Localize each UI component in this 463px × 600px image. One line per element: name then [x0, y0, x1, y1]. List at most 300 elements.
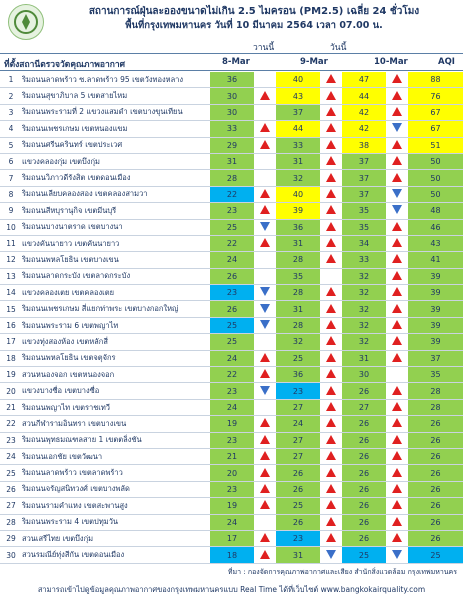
arrow-down-icon: [392, 189, 402, 198]
trend-arrow-10-mar: [386, 530, 408, 546]
trend-arrow-9-mar: [320, 399, 342, 415]
value-9-mar: 39: [276, 203, 320, 219]
value-10-mar: 38: [342, 137, 386, 153]
value-9-mar: 36: [276, 367, 320, 383]
station-number: 3: [0, 104, 22, 120]
station-number: 11: [0, 235, 22, 251]
value-10-mar: 35: [342, 219, 386, 235]
arrow-up-icon: [392, 304, 402, 313]
arrow-up-icon: [392, 533, 402, 542]
value-9-mar: 40: [276, 186, 320, 202]
value-8-mar: 21: [210, 448, 254, 464]
arrow-down-icon: [260, 320, 270, 329]
trend-arrow-8-mar: [254, 481, 276, 497]
trend-arrow-8-mar: [254, 186, 276, 202]
table-row: [0, 285, 463, 301]
arrow-up-icon: [326, 156, 336, 165]
trend-arrow-9-mar: [320, 153, 342, 169]
table-row: [0, 334, 463, 350]
station-number: 21: [0, 399, 22, 415]
trend-arrow-9-mar: [320, 235, 342, 251]
value-8-mar: 23: [210, 383, 254, 399]
trend-arrow-10-mar: [386, 252, 408, 268]
station-number: 28: [0, 514, 22, 530]
value-9-mar: 23: [276, 383, 320, 399]
trend-arrow-8-mar: [254, 104, 276, 120]
col-8-mar: 8-Mar: [222, 57, 250, 67]
aqi-value: 39: [408, 334, 463, 350]
trend-arrow-8-mar: [254, 448, 276, 464]
table-row: [0, 383, 463, 399]
trend-arrow-10-mar: [386, 186, 408, 202]
value-10-mar: 26: [342, 481, 386, 497]
today-label: วันนี้: [330, 43, 347, 53]
arrow-up-icon: [326, 287, 336, 296]
trend-arrow-10-mar: [386, 301, 408, 317]
aqi-value: 26: [408, 416, 463, 432]
value-8-mar: 25: [210, 334, 254, 350]
station-name: ริมถนนเพชรเกษม เขตหนองแขม: [22, 121, 210, 137]
value-9-mar: 28: [276, 252, 320, 268]
table-row: [0, 432, 463, 448]
table-row: [0, 88, 463, 104]
value-9-mar: 26: [276, 481, 320, 497]
trend-arrow-10-mar: [386, 203, 408, 219]
value-9-mar: 23: [276, 530, 320, 546]
trend-arrow-8-mar: [254, 416, 276, 432]
arrow-up-icon: [326, 451, 336, 460]
value-10-mar: 42: [342, 104, 386, 120]
trend-arrow-8-mar: [254, 367, 276, 383]
station-name: ริมถนนสีหบุรานุกิจ เขตมีนบุรี: [22, 203, 210, 219]
bma-logo-icon: [8, 4, 44, 40]
table-row: [0, 72, 463, 88]
station-name: ริมถนนพระราม 6 เขตพญาไท: [22, 317, 210, 333]
station-name: สวนเสรีไทย เขตบึงกุ่ม: [22, 530, 210, 546]
table-row: [0, 416, 463, 432]
arrow-up-icon: [260, 369, 270, 378]
trend-arrow-8-mar: [254, 334, 276, 350]
arrow-up-icon: [326, 320, 336, 329]
aqi-value: 26: [408, 481, 463, 497]
table-row: [0, 350, 463, 366]
trend-arrow-10-mar: [386, 416, 408, 432]
col-10-mar: 10-Mar: [374, 57, 408, 67]
arrow-up-icon: [326, 418, 336, 427]
station-name: แขวงทุ่งสองห้อง เขตหลักสี่: [22, 334, 210, 350]
value-9-mar: 27: [276, 399, 320, 415]
value-8-mar: 24: [210, 514, 254, 530]
arrow-up-icon: [326, 517, 336, 526]
col-aqi: AQI: [438, 57, 455, 67]
value-10-mar: 25: [342, 547, 386, 563]
arrow-up-icon: [260, 451, 270, 460]
arrow-up-icon: [326, 304, 336, 313]
value-8-mar: 23: [210, 481, 254, 497]
trend-arrow-9-mar: [320, 186, 342, 202]
trend-arrow-9-mar: [320, 432, 342, 448]
trend-arrow-8-mar: [254, 383, 276, 399]
value-8-mar: 36: [210, 72, 254, 88]
value-9-mar: 26: [276, 465, 320, 481]
table-row: [0, 514, 463, 530]
trend-arrow-8-mar: [254, 235, 276, 251]
station-number: 1: [0, 72, 22, 88]
table-row: [0, 104, 463, 120]
trend-arrow-9-mar: [320, 416, 342, 432]
table-row: [0, 530, 463, 546]
station-name: ริมถนนรามคำแหง เขตสะพานสูง: [22, 498, 210, 514]
station-name: ริมถนนจรัญสนิทวงศ์ เขตบางพลัด: [22, 481, 210, 497]
station-name: ริมถนนพหลโยธิน เขตบางเขน: [22, 252, 210, 268]
trend-arrow-8-mar: [254, 268, 276, 284]
value-9-mar: 32: [276, 170, 320, 186]
value-8-mar: 25: [210, 219, 254, 235]
arrow-up-icon: [326, 140, 336, 149]
aqi-value: 43: [408, 235, 463, 251]
arrow-up-icon: [392, 435, 402, 444]
trend-arrow-10-mar: [386, 514, 408, 530]
trend-arrow-10-mar: [386, 170, 408, 186]
arrow-down-icon: [260, 386, 270, 395]
arrow-up-icon: [326, 254, 336, 263]
station-name: ริมถนนพระราม 4 เขตปทุมวัน: [22, 514, 210, 530]
trend-arrow-9-mar: [320, 252, 342, 268]
table-row: [0, 465, 463, 481]
value-9-mar: 36: [276, 219, 320, 235]
station-number: 6: [0, 153, 22, 169]
station-number: 5: [0, 137, 22, 153]
table-row: [0, 498, 463, 514]
trend-arrow-10-mar: [386, 285, 408, 301]
trend-arrow-8-mar: [254, 514, 276, 530]
trend-arrow-9-mar: [320, 481, 342, 497]
value-10-mar: 34: [342, 235, 386, 251]
col-station: ที่ตั้งสถานีตรวจวัดคุณภาพอากาศ: [4, 60, 126, 70]
station-name: สวนรมณีย์ทุ่งสีกัน เขตดอนเมือง: [22, 547, 210, 563]
trend-arrow-10-mar: [386, 350, 408, 366]
aqi-value: 28: [408, 383, 463, 399]
arrow-up-icon: [260, 238, 270, 247]
table-row: [0, 367, 463, 383]
trend-arrow-10-mar: [386, 432, 408, 448]
trend-arrow-10-mar: [386, 153, 408, 169]
station-number: 25: [0, 465, 22, 481]
value-9-mar: 43: [276, 88, 320, 104]
value-10-mar: 26: [342, 383, 386, 399]
trend-arrow-10-mar: [386, 448, 408, 464]
arrow-up-icon: [392, 386, 402, 395]
trend-arrow-8-mar: [254, 317, 276, 333]
value-8-mar: 31: [210, 153, 254, 169]
trend-arrow-10-mar: [386, 481, 408, 497]
value-9-mar: 25: [276, 498, 320, 514]
trend-arrow-10-mar: [386, 334, 408, 350]
arrow-up-icon: [392, 156, 402, 165]
value-8-mar: 26: [210, 268, 254, 284]
aqi-value: 50: [408, 170, 463, 186]
value-10-mar: 32: [342, 334, 386, 350]
trend-arrow-9-mar: [320, 285, 342, 301]
value-10-mar: 26: [342, 530, 386, 546]
value-8-mar: 23: [210, 203, 254, 219]
station-number: 22: [0, 416, 22, 432]
trend-arrow-8-mar: [254, 285, 276, 301]
arrow-up-icon: [392, 500, 402, 509]
station-name: แขวงคลองเตย เขตคลองเตย: [22, 285, 210, 301]
value-9-mar: 27: [276, 448, 320, 464]
station-number: 7: [0, 170, 22, 186]
trend-arrow-9-mar: [320, 465, 342, 481]
arrow-up-icon: [392, 517, 402, 526]
station-number: 27: [0, 498, 22, 514]
table-row: [0, 170, 463, 186]
trend-arrow-10-mar: [386, 72, 408, 88]
arrow-up-icon: [326, 222, 336, 231]
aqi-value: 26: [408, 498, 463, 514]
value-8-mar: 17: [210, 530, 254, 546]
value-8-mar: 29: [210, 137, 254, 153]
trend-arrow-8-mar: [254, 465, 276, 481]
value-10-mar: 26: [342, 432, 386, 448]
value-9-mar: 28: [276, 285, 320, 301]
station-name: แขวงคันนายาว เขตคันนายาว: [22, 235, 210, 251]
value-9-mar: 31: [276, 547, 320, 563]
table-row: [0, 481, 463, 497]
value-8-mar: 28: [210, 170, 254, 186]
station-name: ริมถนนวิภาวดีรังสิต เขตดอนเมือง: [22, 170, 210, 186]
arrow-up-icon: [326, 402, 336, 411]
table-row: [0, 137, 463, 153]
arrow-up-icon: [392, 107, 402, 116]
value-10-mar: 26: [342, 448, 386, 464]
arrow-up-icon: [392, 222, 402, 231]
station-name: แขวงคลองกุ่ม เขตบึงกุ่ม: [22, 153, 210, 169]
value-10-mar: 26: [342, 514, 386, 530]
station-number: 19: [0, 367, 22, 383]
trend-arrow-8-mar: [254, 301, 276, 317]
value-9-mar: 26: [276, 514, 320, 530]
trend-arrow-8-mar: [254, 219, 276, 235]
arrow-up-icon: [392, 238, 402, 247]
arrow-up-icon: [392, 254, 402, 263]
trend-arrow-10-mar: [386, 383, 408, 399]
value-8-mar: 30: [210, 104, 254, 120]
station-name: ริมถนนเลียบคลองสอง เขตคลองสามวา: [22, 186, 210, 202]
trend-arrow-10-mar: [386, 104, 408, 120]
value-10-mar: 31: [342, 350, 386, 366]
station-number: 9: [0, 203, 22, 219]
aqi-value: 26: [408, 448, 463, 464]
trend-arrow-9-mar: [320, 104, 342, 120]
arrow-up-icon: [326, 107, 336, 116]
trend-arrow-8-mar: [254, 498, 276, 514]
value-8-mar: 24: [210, 399, 254, 415]
trend-arrow-8-mar: [254, 72, 276, 88]
trend-arrow-9-mar: [320, 88, 342, 104]
value-10-mar: 32: [342, 301, 386, 317]
table-row: [0, 121, 463, 137]
value-9-mar: 44: [276, 121, 320, 137]
value-8-mar: 22: [210, 186, 254, 202]
trend-arrow-10-mar: [386, 88, 408, 104]
aqi-value: 26: [408, 432, 463, 448]
arrow-up-icon: [392, 451, 402, 460]
arrow-up-icon: [326, 435, 336, 444]
value-10-mar: 32: [342, 317, 386, 333]
arrow-up-icon: [392, 484, 402, 493]
station-number: 2: [0, 88, 22, 104]
value-10-mar: 30: [342, 367, 386, 383]
trend-arrow-9-mar: [320, 530, 342, 546]
arrow-down-icon: [392, 550, 402, 559]
value-9-mar: 35: [276, 268, 320, 284]
station-name: สวนหนองจอก เขตหนองจอก: [22, 367, 210, 383]
trend-arrow-10-mar: [386, 121, 408, 137]
value-10-mar: 35: [342, 203, 386, 219]
trend-arrow-9-mar: [320, 268, 342, 284]
table-row: [0, 547, 463, 563]
arrow-down-icon: [392, 123, 402, 132]
station-name: ริมถนนพญาไท เขตราชเทวี: [22, 399, 210, 415]
station-name: สวนกีฬารามอินทรา เขตบางเขน: [22, 416, 210, 432]
value-10-mar: 32: [342, 268, 386, 284]
trend-arrow-8-mar: [254, 547, 276, 563]
trend-arrow-10-mar: [386, 399, 408, 415]
arrow-down-icon: [326, 550, 336, 559]
aqi-value: 67: [408, 104, 463, 120]
aqi-value: 39: [408, 268, 463, 284]
station-name: ริมถนนพุทธมณฑลสาย 1 เขตตลิ่งชัน: [22, 432, 210, 448]
value-9-mar: 31: [276, 153, 320, 169]
arrow-up-icon: [392, 353, 402, 362]
station-name: ริมถนนบางนาตราด เขตบางนา: [22, 219, 210, 235]
trend-arrow-8-mar: [254, 252, 276, 268]
arrow-up-icon: [260, 435, 270, 444]
trend-arrow-8-mar: [254, 350, 276, 366]
station-name: ริมถนนพหลโยธิน เขตจตุจักร: [22, 350, 210, 366]
source-note: ที่มา : กองจัดการคุณภาพอากาศและเสียง สำนักสิ่งแวดล้อม กรุงเทพมหานคร: [227, 568, 457, 576]
value-8-mar: 26: [210, 301, 254, 317]
report-subtitle: พื้นที่กรุงเทพมหานคร วันที่ 10 มีนาคม 2564 เวลา 07.00 น.: [125, 20, 383, 31]
arrow-up-icon: [392, 402, 402, 411]
aqi-value: 51: [408, 137, 463, 153]
arrow-up-icon: [326, 91, 336, 100]
aqi-value: 26: [408, 514, 463, 530]
col-9-mar: 9-Mar: [300, 57, 328, 67]
table-row: [0, 235, 463, 251]
trend-arrow-8-mar: [254, 137, 276, 153]
station-number: 26: [0, 481, 22, 497]
station-name: ริมถนนเพชรเกษม สี่แยกท่าพระ เขตบางกอกใหญ่: [22, 301, 210, 317]
arrow-up-icon: [326, 173, 336, 182]
station-name: ริมถนนพระรามที่ 2 แขวงแสมดำ เขตบางขุนเทียน: [22, 104, 210, 120]
trend-arrow-8-mar: [254, 170, 276, 186]
trend-arrow-8-mar: [254, 530, 276, 546]
arrow-up-icon: [260, 468, 270, 477]
value-8-mar: 30: [210, 88, 254, 104]
trend-arrow-9-mar: [320, 121, 342, 137]
station-number: 18: [0, 350, 22, 366]
trend-arrow-9-mar: [320, 514, 342, 530]
value-9-mar: 32: [276, 334, 320, 350]
arrow-up-icon: [326, 386, 336, 395]
arrow-up-icon: [326, 468, 336, 477]
header-divider: [0, 53, 463, 54]
arrow-up-icon: [326, 189, 336, 198]
value-8-mar: 19: [210, 416, 254, 432]
trend-arrow-9-mar: [320, 317, 342, 333]
aqi-value: 50: [408, 186, 463, 202]
arrow-up-icon: [392, 336, 402, 345]
trend-arrow-9-mar: [320, 498, 342, 514]
value-10-mar: 37: [342, 170, 386, 186]
aqi-value: 46: [408, 219, 463, 235]
value-9-mar: 28: [276, 317, 320, 333]
station-number: 4: [0, 121, 22, 137]
value-9-mar: 24: [276, 416, 320, 432]
arrow-up-icon: [392, 91, 402, 100]
station-number: 30: [0, 547, 22, 563]
trend-arrow-8-mar: [254, 121, 276, 137]
report-title: สถานการณ์ฝุ่นละอองขนาดไม่เกิน 2.5 ไมครอน (PM2.5) เฉลี่ย 24 ชั่วโมง: [88, 6, 420, 17]
arrow-up-icon: [260, 205, 270, 214]
trend-arrow-9-mar: [320, 170, 342, 186]
value-10-mar: 27: [342, 399, 386, 415]
pm25-table: [0, 72, 463, 564]
value-9-mar: 37: [276, 104, 320, 120]
table-row: [0, 399, 463, 415]
station-name: ริมถนนลาดพร้าว ซ.ลาดพร้าว 95 เขตวังทองหลาง: [22, 72, 210, 88]
value-10-mar: 32: [342, 285, 386, 301]
value-10-mar: 26: [342, 498, 386, 514]
value-9-mar: 27: [276, 432, 320, 448]
table-row: [0, 203, 463, 219]
arrow-up-icon: [326, 123, 336, 132]
value-10-mar: 44: [342, 88, 386, 104]
arrow-up-icon: [392, 320, 402, 329]
station-name: ริมถนนศรีนครินทร์ เขตประเวศ: [22, 137, 210, 153]
station-number: 8: [0, 186, 22, 202]
arrow-up-icon: [392, 418, 402, 427]
arrow-up-icon: [260, 418, 270, 427]
trend-arrow-9-mar: [320, 383, 342, 399]
realtime-note: สามารถเข้าไปดูข้อมูลคุณภาพอากาศของกรุงเทพมหานครแบบ Real Time ได้ที่เว็บไซต์ www.bangkokairquality.com: [37, 585, 426, 594]
trend-arrow-9-mar: [320, 219, 342, 235]
header-divider-bottom: [0, 70, 463, 71]
station-number: 13: [0, 268, 22, 284]
table-row: [0, 301, 463, 317]
arrow-down-icon: [260, 222, 270, 231]
trend-arrow-8-mar: [254, 88, 276, 104]
value-8-mar: 24: [210, 252, 254, 268]
trend-arrow-10-mar: [386, 498, 408, 514]
station-name: ริมถนนเอกชัย เขตวัฒนา: [22, 448, 210, 464]
trend-arrow-9-mar: [320, 448, 342, 464]
arrow-up-icon: [260, 353, 270, 362]
value-9-mar: 31: [276, 301, 320, 317]
trend-arrow-10-mar: [386, 547, 408, 563]
value-8-mar: 24: [210, 350, 254, 366]
arrow-down-icon: [260, 287, 270, 296]
aqi-value: 26: [408, 530, 463, 546]
arrow-up-icon: [326, 205, 336, 214]
trend-arrow-8-mar: [254, 432, 276, 448]
arrow-up-icon: [392, 271, 402, 280]
station-number: 17: [0, 334, 22, 350]
value-9-mar: 31: [276, 235, 320, 251]
aqi-value: 67: [408, 121, 463, 137]
